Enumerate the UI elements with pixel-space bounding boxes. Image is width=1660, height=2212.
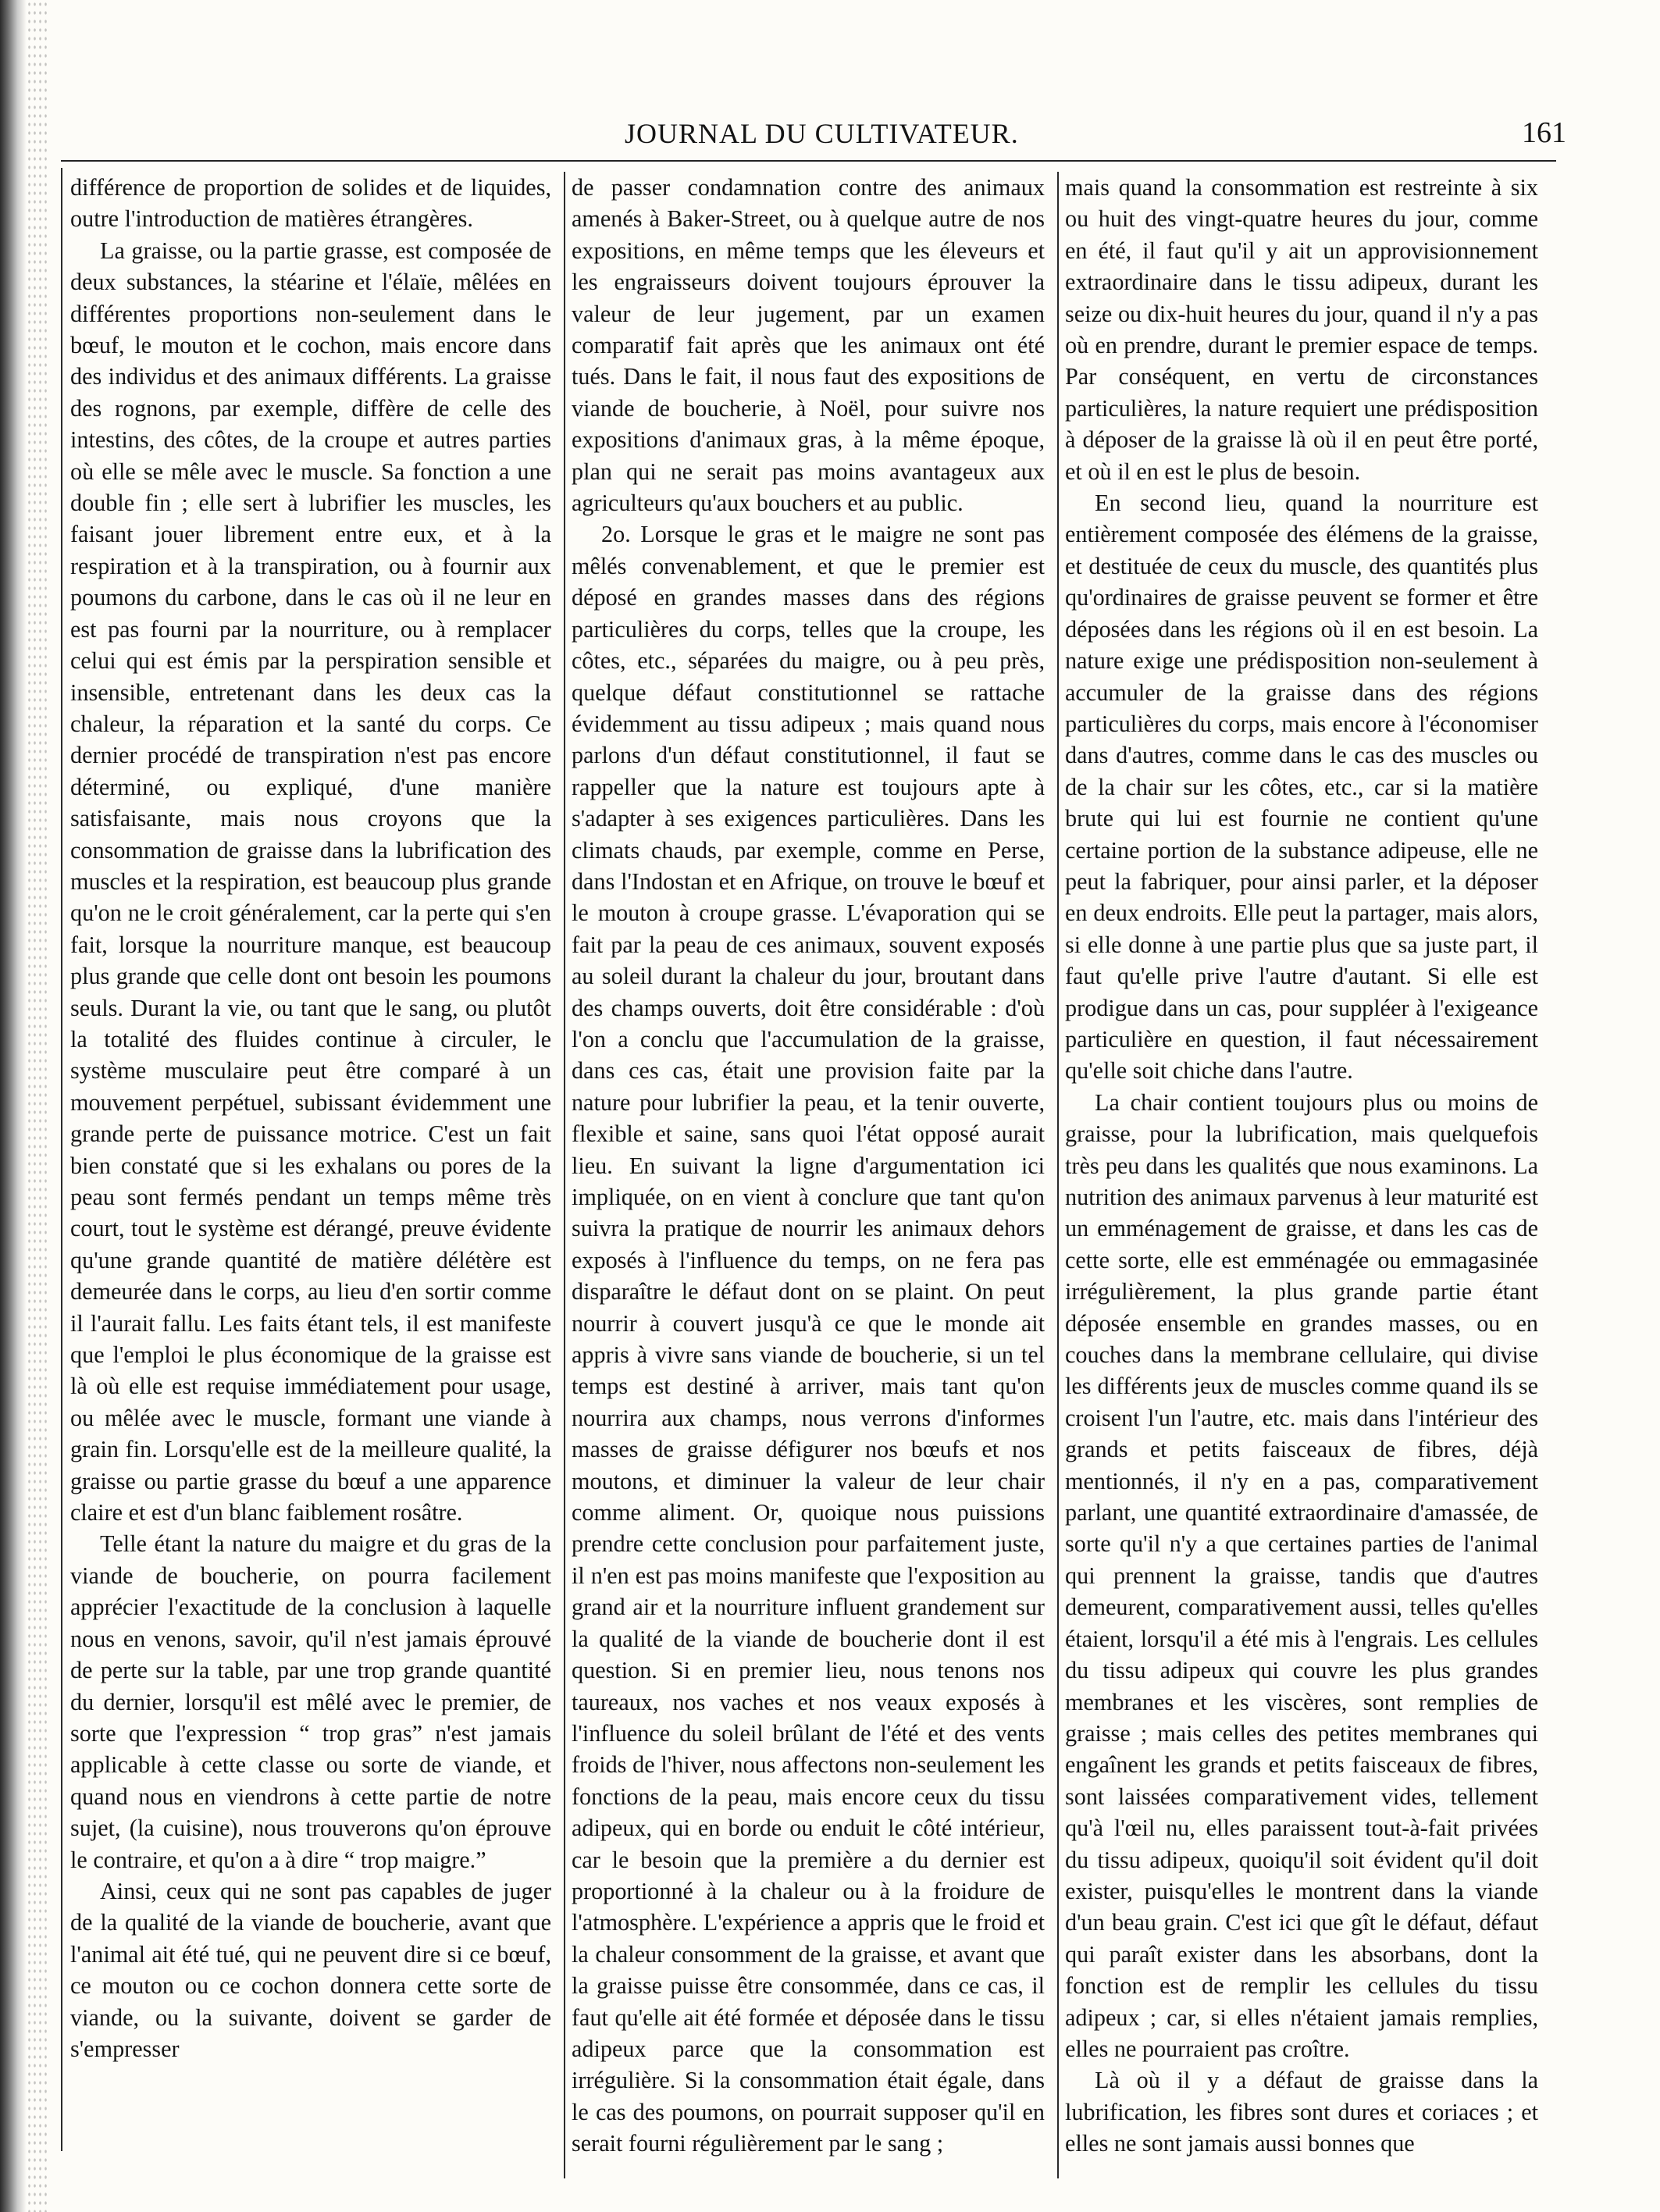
paragraph: Ainsi, ceux qui ne sont pas capables de juger de la qualité de la viande de boucherie, avant que l'animal ait été tué, qui ne peuvent dire si ce bœuf, ce mouton ou ce cochon donnera cette sorte de viande, ou la suivante, doivent se garder de s'empresser bbox=[70, 1877, 551, 2062]
paragraph: En second lieu, quand la nourriture est entièrement composée des élémens de la graisse, et destituée de ceux du muscle, des quantités plus qu'ordinaires de graisse peuvent se former et être déposées dans les régions où il en est besoin. La nature exige une prédisposition non-seulement à accumuler de la graisse dans des régions particulières du corps, mais encore à l'économiser dans d'autres, comme dans le cas des muscles ou de la chair sur les côtes, etc., car si la matière brute qui lui est fournie ne contient qu'une certaine portion de la substance adipeuse, elle ne peut la fabriquer, pour ainsi parler, et la déposer en deux endroits. Elle peut la partager, mais alors, si elle donne à une partie plus que sa juste part, il faut qu'elle prive l'autre d'autant. Si elle est prodigue dans un cas, pour suppléer à l'exigeance particulière en question, il faut nécessairement qu'elle soit chiche dans l'autre. bbox=[1065, 490, 1538, 1085]
paragraph: différence de proportion de solides et de liquides, outre l'introduction de matières étrangères. bbox=[70, 174, 551, 233]
paragraph: 2o. Lorsque le gras et le maigre ne sont pas mêlés convenablement, et que le premier est déposé en grandes masses dans des régions particulières du corps, telles que la croupe, les côtes, etc., séparées du maigre, ou à peu près, quelque défaut constitutionnel se rattache évidemment au tissu adipeux ; mais quand nous parlons d'un défaut constitutionnel, il faut se rappeller que la nature est toujours apte à s'adapter à ses exigences particulières. Dans les climats chauds, par exemple, comme en Perse, dans l'Indostan et en Afrique, on trouve le bœuf et le mouton à croupe grasse. L'évaporation qui se fait par la peau de ces animaux, souvent exposés au soleil durant la chaleur du jour, broutant dans des champs ouverts, doit être considérable : d'où l'on a conclu que l'accumulation de la graisse, dans ces cas, était une provision faite par la nature pour lubrifier la peau, et la tenir ouverte, flexible et saine, sans quoi l'état opposé aurait lieu. En suivant la ligne d'argumentation ici impliquée, on en vient à conclure que tant qu'on suivra la pratique de nourrir les animaux dehors exposés à l'influence du temps, on ne fera pas disparaître le défaut dont on se plaint. On peut nourrir à couvert jusqu'à ce que le monde ait appris à vivre sans viande de boucherie, si un tel temps est destiné à arriver, mais tant qu'on nourrira aux champs, nous verrons d'informes masses de graisse défigurer nos bœufs et nos moutons, et diminuer la valeur de leur chair comme aliment. Or, quoique nous puissions prendre cette conclusion pour parfaitement juste, il n'en est pas moins manifeste que l'exposition au grand air et la nourriture influent grandement sur la qualité de la viande de boucherie dont il est question. Si en premier lieu, nous tenons nos taureaux, nos vaches et nos veaux exposés à l'influence du soleil brûlant de l'été et des vents froids de l'hiver, nous affectons non-seulement les fonctions de la peau, mais encore ceux du tissu adipeux, qui en borde ou enduit le côté intérieur, car le besoin que la première a du dernier est proportionné à la chaleur ou à la froidure de l'atmosphère. L'expérience a appris que le froid et la chaleur consomment de la graisse, et avant que la graisse puisse être consommée, dans ce cas, il faut qu'elle ait été formée et déposée dans le tissu adipeux parce que la consommation est irrégulière. Si la consommation était égale, dans le cas des poumons, on pourrait supposer qu'il en serait fourni régulièrement par le sang ; bbox=[572, 521, 1045, 2157]
left-margin-rule bbox=[61, 168, 62, 2151]
binding-edge bbox=[0, 0, 27, 2212]
column-middle bbox=[564, 172, 1045, 2178]
text-columns bbox=[70, 172, 1538, 2178]
running-title: JOURNAL DU CULTIVATEUR. bbox=[625, 118, 1019, 149]
paragraph: de passer condamnation contre des animaux amenés à Baker-Street, ou à quelque autre de nos expositions, en même temps que les éleveurs et les engraisseurs doivent toujours éprouver la valeur de leur jugement, par un examen comparatif fait après que les animaux ont été tués. Dans le fait, il nous faut des expositions de viande de boucherie, à Noël, pour suivre nos expositions d'animaux gras, à la même époque, plan qui ne serait pas moins avantageux aux agriculteurs qu'aux bouchers et au public. bbox=[572, 174, 1045, 517]
column-right bbox=[1057, 172, 1538, 2178]
paragraph: La graisse, ou la partie grasse, est composée de deux substances, la stéarine et l'élaïe, mêlées en différentes proportions non-seulement dans le bœuf, le mouton et le cochon, mais encore dans des individus et des animaux différents. La graisse des rognons, par exemple, diffère de celle des intestins, des côtes, de la croupe et autres parties où elle se mêle avec le muscle. Sa fonction a une double fin ; elle sert à lubrifier les muscles, les faisant jouer librement entre eux, et à la respiration et à la transpiration, ou à fournir aux poumons du carbone, dans le cas où il ne leur en est pas fourni par la nourriture, ou à remplacer celui qui est émis par la perspiration sensible et insensible, entretenant dans les deux cas la chaleur, la réparation et la santé du corps. Ce dernier procédé de transpiration n'est pas encore déterminé, ou expliqué, d'une manière satisfaisante, mais nous croyons que la consommation de graisse dans la lubrification des muscles et la respiration, est beaucoup plus grande qu'on ne le croit généralement, car la perte qui s'en fait, lorsque la nourriture manque, est beaucoup plus grande que celle dont ont besoin les poumons seuls. Durant la vie, ou tant que le sang, ou plutôt la totalité des fluides continue à circuler, le système musculaire peut être comparé à un mouvement perpétuel, subissant évidemment une grande perte de puissance motrice. C'est un fait bien constaté que si les exhalans ou pores de la peau sont fermés pendant un temps même très court, tout le système est dérangé, preuve évidente qu'une grande quantité de matière délétère est demeurée dans le corps, au lieu d'en sortir comme il l'aurait fallu. Les faits étant tels, il est manifeste que l'emploi le plus économique de la graisse est là où elle est requise immédiatement pour usage, ou mêlée avec le muscle, formant une viande à grain fin. Lorsqu'elle est de la meilleure qualité, la graisse ou partie grasse du bœuf a une apparence claire et est d'un blanc faiblement rosâtre. bbox=[70, 237, 551, 1526]
paragraph: Telle étant la nature du maigre et du gras de la viande de boucherie, on pourra facilement apprécier l'exactitude de la conclusion à laquelle nous en venons, savoir, qu'il n'est jamais éprouvé de perte sur la table, par une trop grande quantité du dernier, lorsqu'il est mêlé avec le premier, de sorte que l'expression “ trop gras” n'est jamais applicable à cette classe ou sorte de viande, et quand nous en viendrons à cette partie de notre sujet, (la cuisine), nous trouverons qu'on éprouve le contraire, et qu'on a à dire “ trop maigre.” bbox=[70, 1530, 551, 1873]
header-rule bbox=[61, 160, 1556, 162]
paragraph: Là où il y a défaut de graisse dans la lubrification, les fibres sont dures et coriaces ; et elles ne sont jamais aussi bonnes que bbox=[1065, 2067, 1538, 2157]
scan-specks bbox=[27, 0, 47, 2212]
column-left bbox=[70, 172, 551, 2178]
page-number: 161 bbox=[1522, 116, 1566, 149]
paragraph: La chair contient toujours plus ou moins de graisse, pour la lubrification, mais quelquefois très peu dans les qualités que nous examinons. La nutrition des animaux parvenus à leur maturité est un emménagement de graisse, et dans les cas de cette sorte, elle est emménagée ou emmagasinée irrégulièrement, la plus grande partie étant déposée ensemble en grandes masses, ou en couches dans la membrane cellulaire, qui divise les différents jeux de muscles comme quand ils se croisent l'un l'autre, etc. mais dans l'intérieur des grands et petits faisceaux de fibres, déjà mentionnés, il n'y en a pas, comparativement parlant, une quantité extraordinaire d'amassée, de sorte qu'il n'y a que certaines parties de l'animal qui prennent la graisse, tandis que d'autres demeurent, comparativement aussi, telles qu'elles étaient, lorsqu'il a été mis à l'engrais. Les cellules du tissu adipeux qui couvre les plus grandes membranes et les viscères, sont remplies de graisse ; mais celles des petites membranes qui engaînent les grands et petits faisceaux de fibres, sont laissées comparativement vides, tellement qu'à l'œil nu, elles paraissent tout-à-fait privées du tissu adipeux, quoiqu'il soit évident qu'il doit exister, puisqu'elles le montrent dans la viande d'un beau grain. C'est ici que gît le défaut, défaut qui paraît exister dans les absorbans, dont la fonction est de remplir les cellules du tissu adipeux ; car, si elles n'étaient jamais remplies, elles ne pourraient pas croître. bbox=[1065, 1088, 1538, 2062]
paragraph: mais quand la consommation est restreinte à six ou huit des vingt-quatre heures du jour, comme en été, il faut qu'il y ait un approvisionnement extraordinaire dans le tissu adipeux, durant les seize ou dix-huit heures du jour, quand il n'y a pas où en prendre, durant le premier espace de temps. Par conséquent, en vertu de circonstances particulières, la nature requiert une prédisposition à déposer de la graisse là où il en peut être porté, et où il en est le plus de besoin. bbox=[1065, 174, 1538, 485]
